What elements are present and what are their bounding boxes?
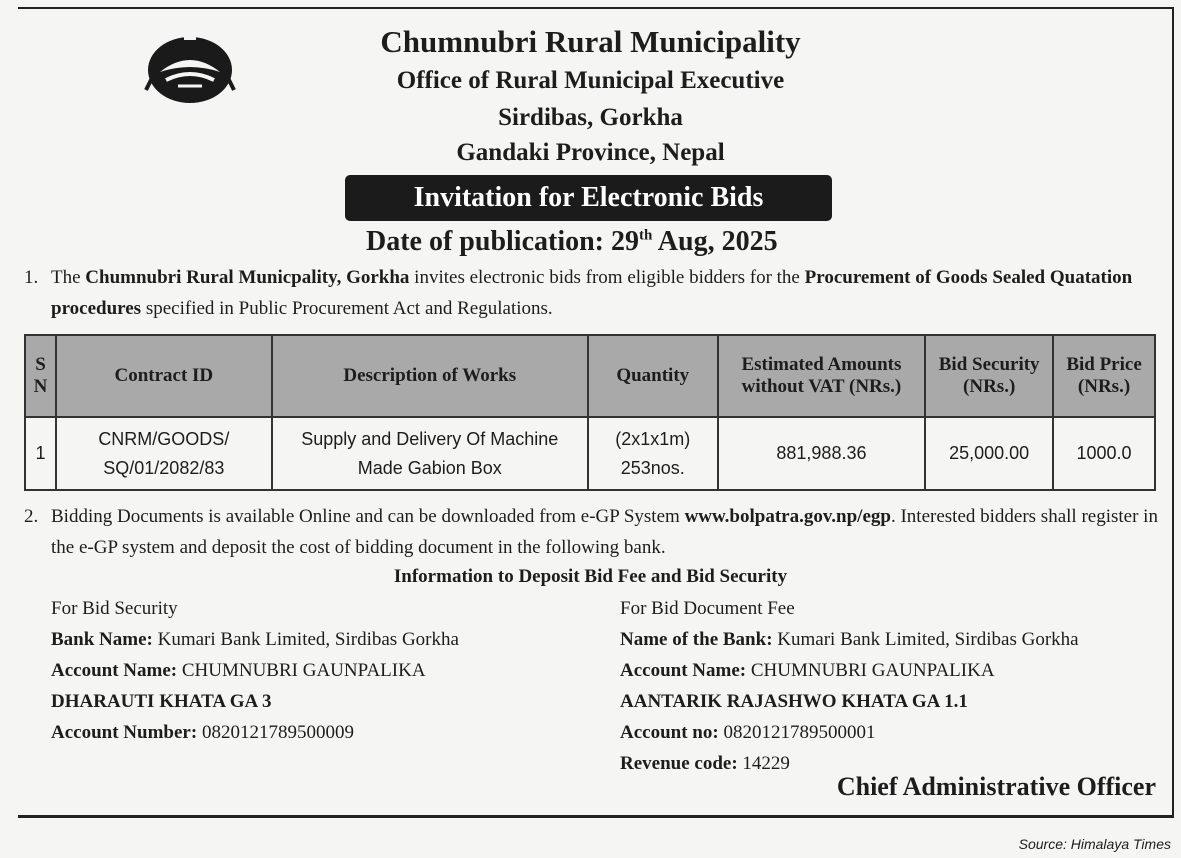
col-header-bid-security: Bid Security (NRs.) <box>925 335 1053 417</box>
cell-estimated-amount: 881,988.36 <box>718 417 926 490</box>
cell-sn: 1 <box>25 417 56 490</box>
bank-name: Name of the Bank: Kumari Bank Limited, Sirdibas Gorkha <box>620 629 1079 650</box>
bid-document-fee-account <box>620 593 1079 779</box>
cell-contract-id: CNRM/GOODS/ SQ/01/2082/83 <box>56 417 272 490</box>
cell-bid-security: 25,000.00 <box>925 417 1053 490</box>
paragraph-number: 2. <box>24 506 39 527</box>
account-name: Account Name: CHUMNUBRI GAUNPALIKA <box>620 660 995 681</box>
table-header-row <box>25 335 1155 417</box>
location: Sirdibas, Gorkha <box>498 104 683 131</box>
paragraph-number: 1. <box>24 267 39 288</box>
egp-link: www.bolpatra.gov.np/egp <box>684 506 891 527</box>
section-title: For Bid Security <box>51 598 178 619</box>
col-header-quantity: Quantity <box>588 335 718 417</box>
bank-name: Bank Name: Kumari Bank Limited, Sirdibas Gorkha <box>51 629 459 650</box>
col-header-estimated-amount: Estimated Amounts without VAT (NRs.) <box>718 335 926 417</box>
table-row <box>25 417 1155 490</box>
source-credit: Source: Himalaya Times <box>1018 836 1171 852</box>
municipality-name: Chumnubri Rural Municipality <box>380 24 801 59</box>
section-title: For Bid Document Fee <box>620 598 795 619</box>
cell-bid-price: 1000.0 <box>1053 417 1155 490</box>
deposit-info-heading: Information to Deposit Bid Fee and Bid Security <box>393 566 788 587</box>
khata: AANTARIK RAJASHWO KHATA GA 1.1 <box>620 691 968 712</box>
cell-description: Supply and Delivery Of Machine Made Gabion Box <box>272 417 588 490</box>
col-header-description: Description of Works <box>272 335 588 417</box>
account-name: Account Name: CHUMNUBRI GAUNPALIKA <box>51 660 426 681</box>
paragraph-2: 2. Bidding Documents is available Online and can be downloaded from e-GP System www.bolpatra.gov.np/egp. Interested bidders shall register in the e-GP system and deposit the cost of bidding document in the following bank. <box>24 501 1159 563</box>
account-number: Account Number: 0820121789500009 <box>51 722 354 743</box>
col-header-bid-price: Bid Price (NRs.) <box>1053 335 1155 417</box>
revenue-code: Revenue code: 14229 <box>620 753 790 774</box>
notice-title-banner: Invitation for Electronic Bids <box>345 175 832 221</box>
account-number: Account no: 0820121789500001 <box>620 722 876 743</box>
bid-table <box>24 334 1156 491</box>
publication-date: Date of publication: 29th Aug, 2025 <box>366 226 778 257</box>
cell-quantity: (2x1x1m) 253nos. <box>588 417 718 490</box>
khata: DHARAUTI KHATA GA 3 <box>51 691 272 712</box>
signatory: Chief Administrative Officer <box>836 772 1156 801</box>
col-header-sn: S N <box>25 335 56 417</box>
bid-security-account <box>51 593 459 748</box>
office-name: Office of Rural Municipal Executive <box>396 67 785 94</box>
col-header-contract-id: Contract ID <box>56 335 272 417</box>
paragraph-1: 1. The Chumnubri Rural Municpality, Gorkha invites electronic bids from eligible bidders for the Procurement of Goods Sealed Quatation procedures specified in Public Procurement Act and Regulations. <box>24 262 1159 324</box>
province: Gandaki Province, Nepal <box>456 139 725 166</box>
